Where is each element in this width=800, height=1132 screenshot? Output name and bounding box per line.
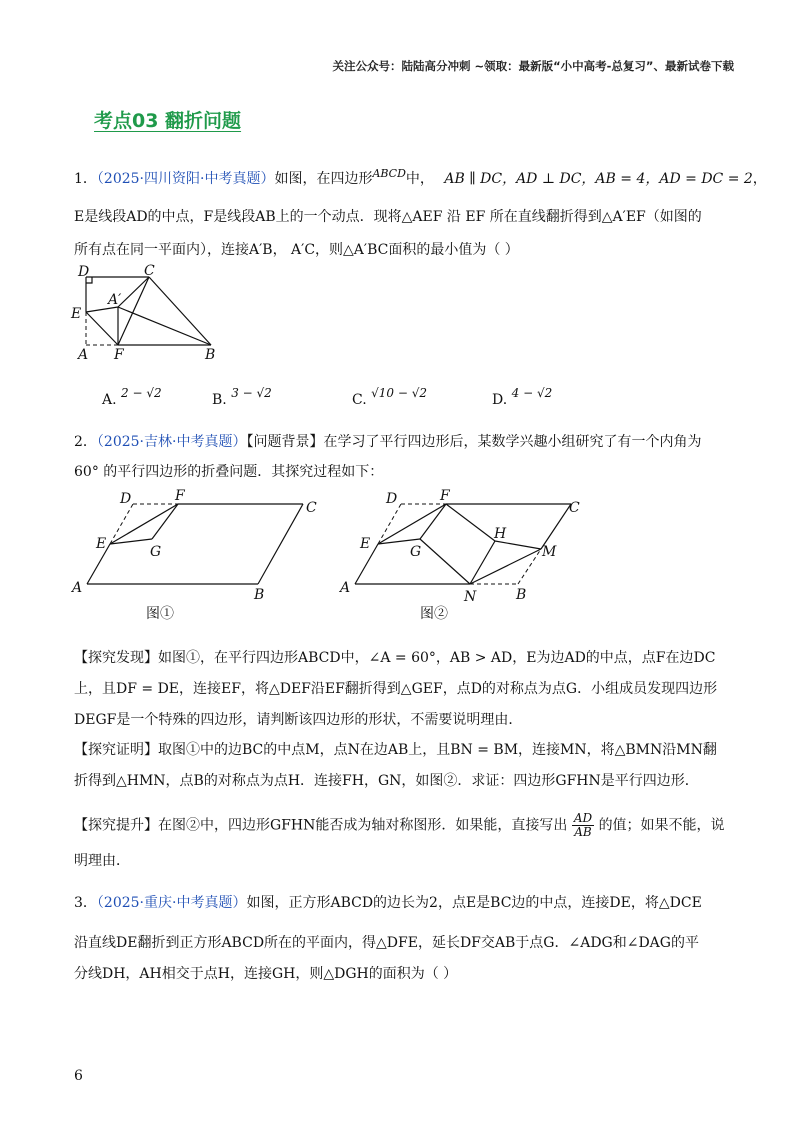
q1-option-d-letter: D. bbox=[492, 392, 508, 408]
q1-option-b-letter: B. bbox=[212, 392, 227, 408]
q2-figure-2 bbox=[334, 484, 594, 620]
q1-label-b: B bbox=[205, 347, 216, 362]
fraction-denominator: AB bbox=[574, 825, 592, 839]
q3-line1 bbox=[74, 893, 702, 913]
q1-label-a-prime: A′ bbox=[108, 292, 122, 308]
q2-para3-text-b: 的值；如果不能，说 bbox=[598, 817, 725, 834]
ad-over-ab-fraction bbox=[572, 812, 594, 839]
q1-line3: 所有点在同一平面内），连接A′B， A′C，则△A′BC面积的最小值为（ ） bbox=[74, 242, 519, 258]
fig2-label-e: E bbox=[360, 536, 371, 552]
q1-line2: E是线段AD的中点，F是线段AB上的一个动点．现将△AEF 沿 EF 所在直线翻折得到△A′EF（如图的 bbox=[74, 209, 702, 225]
q1-figure bbox=[66, 262, 236, 362]
q2-source[interactable]: （2025·吉林·中考真题） bbox=[96, 434, 247, 450]
q1-option-b[interactable] bbox=[212, 386, 272, 408]
q1-label-a: A bbox=[78, 347, 89, 362]
q1-option-a[interactable] bbox=[102, 386, 162, 408]
q1-text-a: 如图，在四边形 bbox=[274, 171, 373, 187]
q1-option-d[interactable] bbox=[492, 386, 552, 408]
q1-option-c[interactable] bbox=[352, 386, 427, 408]
fig2-label-c: C bbox=[569, 500, 580, 516]
fig2-label-b: B bbox=[516, 587, 527, 603]
q1-end: ， bbox=[752, 171, 767, 187]
page-number: 6 bbox=[74, 1068, 83, 1084]
q1-quad-name: ABCD bbox=[372, 167, 406, 180]
fig1-label-a: A bbox=[72, 580, 83, 596]
fig1-label-e: E bbox=[96, 536, 107, 552]
q3-line3: 分线DH，AH相交于点H，连接GH，则△DGH的面积为（ ） bbox=[74, 966, 458, 982]
q2-line1 bbox=[74, 432, 701, 452]
fig2-caption: 图② bbox=[420, 606, 448, 620]
q2-para3-text-a: 【探究提升】在图②中，四边形GFHN能否成为轴对称图形．如果能，直接写出 bbox=[74, 817, 568, 834]
q3-text1: 如图，正方形ABCD的边长为2，点E是BC边的中点，连接DE，将△DCE bbox=[246, 895, 702, 911]
q1-text-b: 中， bbox=[405, 171, 434, 187]
q1-option-a-letter: A. bbox=[102, 392, 117, 408]
fig2-label-g: G bbox=[410, 544, 422, 560]
fraction-numerator: AD bbox=[573, 811, 593, 825]
fig1-caption: 图① bbox=[146, 606, 174, 620]
q2-line2: 60° 的平行四边形的折叠问题．其探究过程如下： bbox=[74, 464, 384, 480]
q2-para2-line2: 折得到△HMN，点B的对称点为点H．连接FH，GN，如图②．求证：四边形GFHN是平行四边形． bbox=[74, 773, 699, 789]
fig2-label-a: A bbox=[340, 580, 351, 596]
q2-text1: 【问题背景】在学习了平行四边形后，某数学兴趣小组研究了有一个内角为 bbox=[246, 434, 702, 450]
q2-para3-line2: 明理由． bbox=[74, 853, 130, 869]
q2-para1-line1: 【探究发现】如图①，在平行四边形ABCD中，∠A = 60°，AB > AD，E为边AD的中点，点F在边DC bbox=[74, 650, 716, 666]
fig2-label-h: H bbox=[494, 526, 507, 542]
q1-number: 1． bbox=[74, 171, 97, 187]
fig1-label-f: F bbox=[175, 488, 185, 504]
q2-para1-line3: DEGF是一个特殊的四边形，请判断该四边形的形状，不需要说明理由． bbox=[74, 712, 523, 728]
q2-number: 2． bbox=[74, 434, 97, 450]
fig2-label-n: N bbox=[464, 589, 477, 605]
q2-para2-line1: 【探究证明】取图①中的边BC的中点M，点N在边AB上，且BN = BM，连接MN，将△BMN沿MN翻 bbox=[74, 742, 717, 758]
fig2-label-f: F bbox=[440, 488, 450, 504]
q1-source[interactable]: （2025·四川资阳·中考真题） bbox=[96, 171, 275, 187]
q3-source[interactable]: （2025·重庆·中考真题） bbox=[96, 895, 247, 911]
fig2-label-m: M bbox=[542, 544, 557, 560]
q3-line2: 沿直线DE翻折到正方形ABCD所在的平面内，得△DFE，延长DF交AB于点G．∠ADG和∠DAG的平 bbox=[74, 935, 699, 951]
q1-label-d: D bbox=[78, 264, 90, 280]
q1-option-c-value: √10 − √2 bbox=[371, 386, 428, 400]
q1-condition: AB ∥ DC，AD ⊥ DC，AB = 4，AD = DC = 2 bbox=[444, 171, 753, 187]
fig1-label-g: G bbox=[150, 544, 162, 560]
q1-label-c: C bbox=[144, 263, 155, 279]
fig1-label-d: D bbox=[120, 491, 132, 507]
q1-option-a-value: 2 − √2 bbox=[121, 386, 162, 400]
q1-label-e: E bbox=[71, 306, 82, 322]
header-note: 关注公众号：陆陆高分冲刺 ~领取：最新版“小中高考-总复习”、最新试卷下载 bbox=[332, 59, 734, 73]
q1-line1 bbox=[74, 164, 767, 189]
section-title: 考点03 翻折问题 bbox=[94, 110, 242, 132]
fig1-label-b: B bbox=[254, 587, 265, 603]
q1-option-c-letter: C. bbox=[352, 392, 367, 408]
fig1-label-c: C bbox=[306, 500, 317, 516]
q1-option-d-value: 4 − √2 bbox=[511, 386, 553, 400]
q1-option-b-value: 3 − √2 bbox=[231, 386, 272, 400]
fig2-label-d: D bbox=[386, 491, 398, 507]
q3-number: 3． bbox=[74, 895, 97, 911]
q1-label-f: F bbox=[114, 347, 124, 362]
q2-para1-line2: 上，且DF = DE，连接EF，将△DEF沿EF翻折得到△GEF，点D的对称点为点G．小组成员发现四边形 bbox=[74, 681, 718, 697]
q2-para3-line1 bbox=[74, 812, 725, 839]
q2-figure-1 bbox=[66, 484, 326, 620]
